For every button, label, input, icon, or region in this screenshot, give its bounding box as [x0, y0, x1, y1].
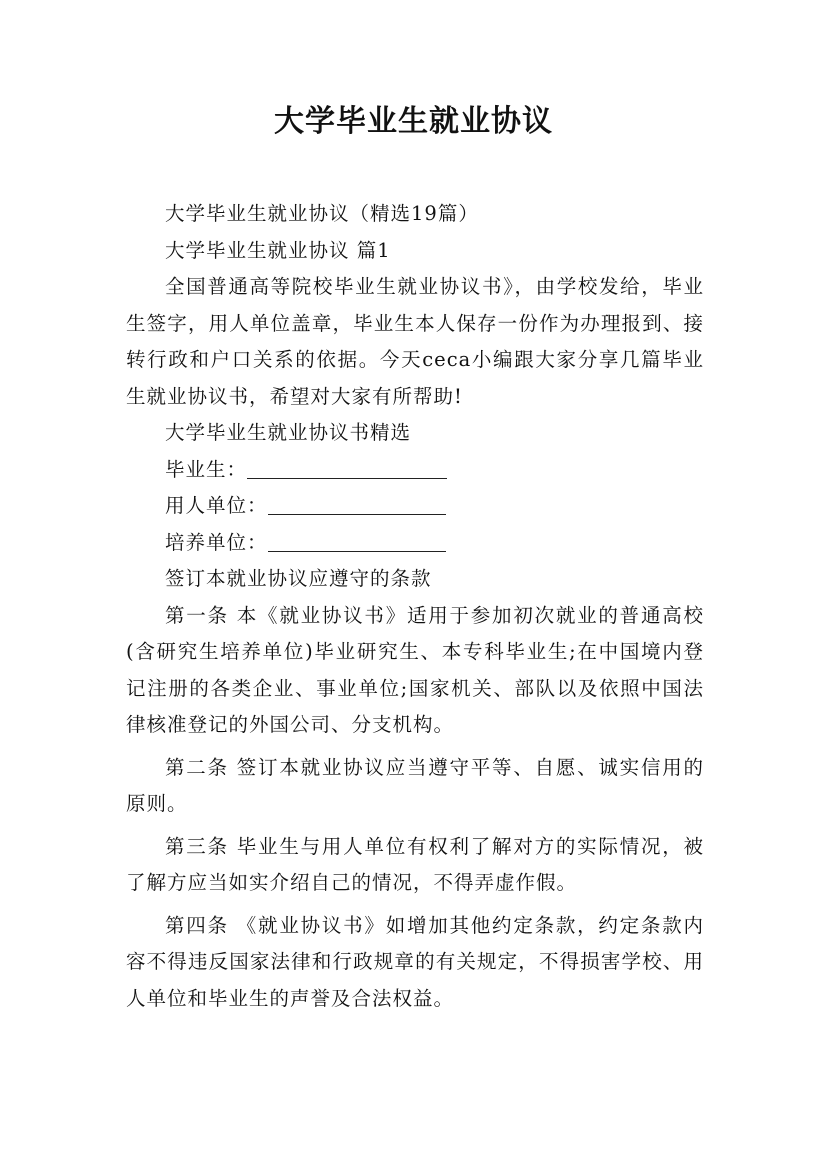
employer-field-label: 用人单位：: [165, 494, 268, 517]
employer-blank-line: [268, 490, 446, 515]
training-unit-blank-line: [268, 527, 446, 552]
graduate-field-label: 毕业生：: [165, 457, 248, 481]
graduate-field: [126, 452, 704, 489]
intro-paragraph: 全国普通高等院校毕业生就业协议书》，由学校发给，毕业生签字，用人单位盖章，毕业生本人保存一份作为办理报到、接转行政和户口关系的依据。今天ceca小编跟大家分享几篇毕业生就业协议书，希望对大家有所帮助!: [126, 275, 704, 408]
clauses-heading: 签订本就业协议应遵守的条款: [165, 567, 432, 590]
document-body: [126, 196, 704, 1017]
training-unit-field: [126, 525, 704, 562]
article-4: 第四条 《就业协议书》如增加其他约定条款，约定条款内容不得违反国家法律和行政规章的有关规定，不得损害学校、用人单位和毕业生的声誉及合法权益。: [126, 913, 704, 1010]
document-subtitle: 大学毕业生就业协议（精选19篇）: [165, 202, 479, 225]
article-2: 第二条 签订本就业协议应当遵守平等、自愿、诚实信用的原则。: [126, 755, 704, 815]
article-1: 第一条 本《就业协议书》适用于参加初次就业的普通高校(含研究生培养单位)毕业研究生、本专科毕业生;在中国境内登记注册的各类企业、事业单位;国家机关、部队以及依照中国法律核准登记的外国公司、分支机构。: [126, 603, 704, 736]
section-heading: 大学毕业生就业协议 篇1: [165, 238, 391, 262]
selection-heading: 大学毕业生就业协议书精选: [165, 421, 412, 444]
employer-field: [126, 488, 704, 525]
graduate-blank-line: [247, 454, 447, 479]
document-title: 大学毕业生就业协议: [274, 104, 553, 139]
article-3: 第三条 毕业生与用人单位有权利了解对方的实际情况，被了解方应当如实介绍自己的情况，不得弄虚作假。: [126, 834, 704, 894]
training-unit-field-label: 培养单位：: [165, 530, 268, 554]
